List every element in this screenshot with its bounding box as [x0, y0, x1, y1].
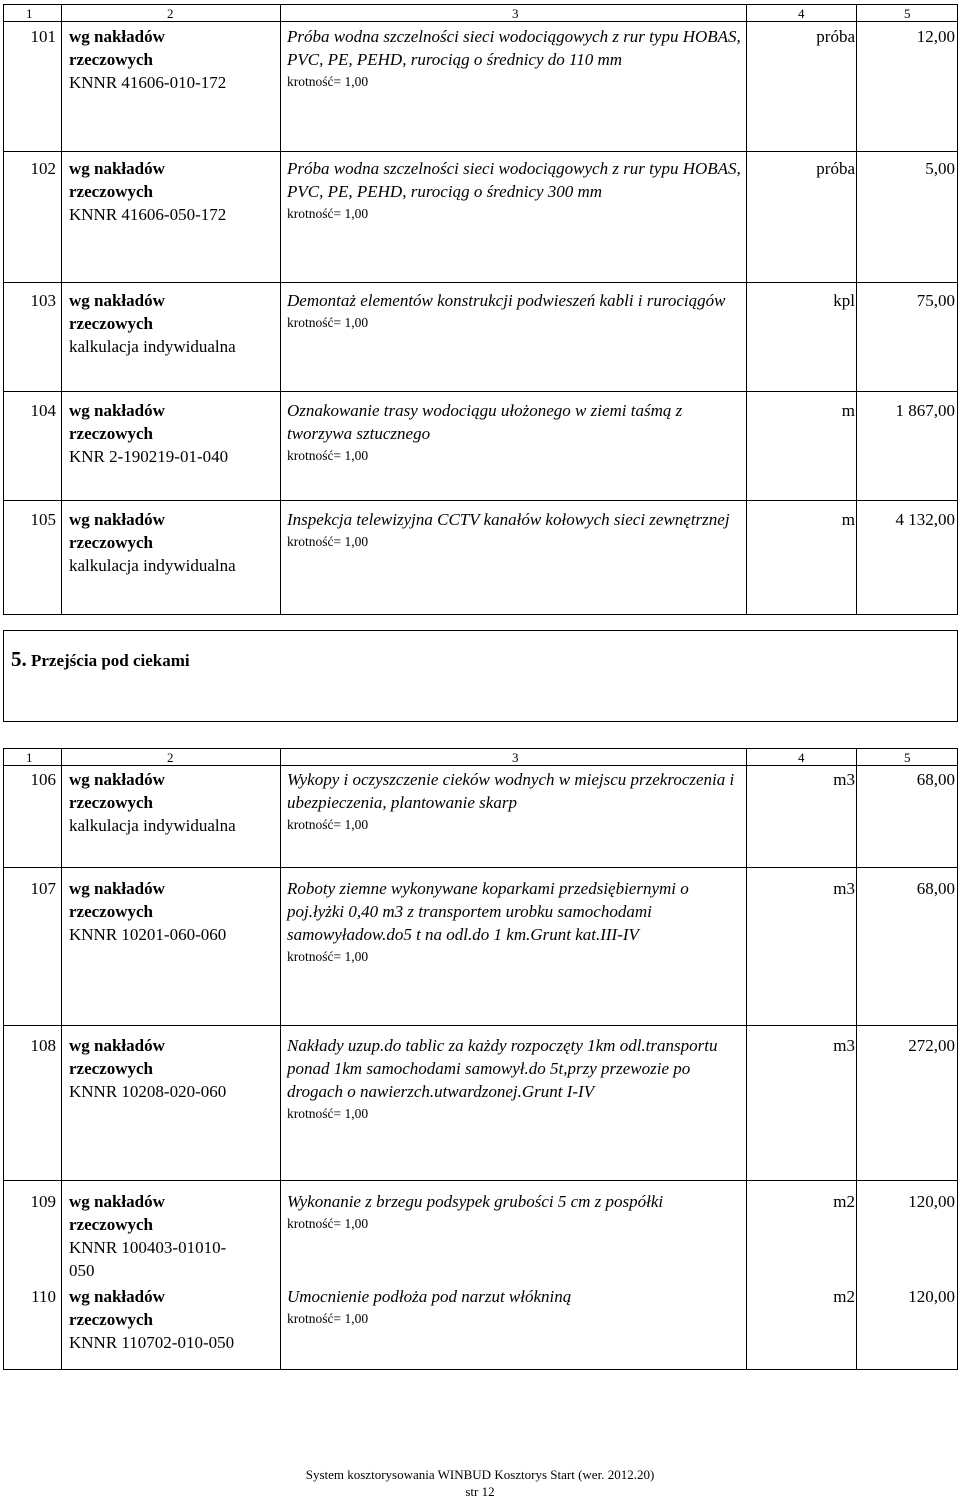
item-unit: próba: [816, 27, 855, 46]
description-text: Wykopy i oczyszczenie cieków wodnych w miejscu przekroczenia i ubezpieczenia, plantowanie skarp: [287, 770, 735, 812]
item-number: 103: [30, 291, 56, 310]
basis-label: rzeczowych: [69, 182, 154, 201]
item-number: 102: [30, 159, 56, 178]
cost-table-top: [3, 4, 958, 615]
column-header-3: 3: [512, 6, 519, 21]
table-row: [4, 768, 957, 858]
basis-code: KNNR 110702-010-050: [69, 1333, 235, 1352]
description-text: Próba wodna szczelności sieci wodociągowych z rur typu HOBAS, PVC, PE, PEHD, rurociąg o średnicy do 110 mm: [287, 27, 741, 69]
item-number: 110: [31, 1287, 56, 1306]
item-unit: m3: [833, 1036, 855, 1055]
multiplier-text: krotność= 1,00: [287, 1216, 369, 1231]
item-number: 101: [30, 27, 56, 46]
basis-label: rzeczowych: [69, 902, 154, 921]
basis-label: rzeczowych: [69, 424, 154, 443]
item-quantity: 4 132,00: [895, 510, 955, 529]
basis-code: KNNR 100403-01010-050: [69, 1238, 227, 1280]
basis-code: kalkulacja indywidualna: [69, 816, 236, 835]
item-unit: m2: [833, 1192, 855, 1211]
column-header-1: 1: [26, 750, 33, 765]
column-header-4: 4: [798, 6, 805, 21]
item-quantity: 12,00: [916, 27, 955, 46]
basis-label: wg nakładów: [69, 770, 165, 789]
item-number: 105: [30, 510, 56, 529]
item-basis: [69, 1190, 284, 1282]
cost-table-bottom: [3, 748, 958, 1370]
section-title: [11, 647, 190, 672]
table-row: [4, 508, 957, 598]
multiplier-text: krotność= 1,00: [287, 448, 369, 463]
item-quantity: 272,00: [908, 1036, 955, 1055]
multiplier-text: krotność= 1,00: [287, 949, 369, 964]
row-divider: [4, 21, 957, 22]
basis-code: KNNR 10208-020-060: [69, 1082, 227, 1101]
item-quantity: 75,00: [916, 291, 955, 310]
page-footer: [0, 1466, 960, 1500]
basis-label: rzeczowych: [69, 50, 154, 69]
item-quantity: 5,00: [925, 159, 955, 178]
item-number: 106: [30, 770, 56, 789]
row-divider: [4, 1025, 957, 1026]
description-text: Umocnienie podłoża pod narzut włókniną: [287, 1287, 572, 1306]
multiplier-text: krotność= 1,00: [287, 74, 369, 89]
basis-code: KNR 2-190219-01-040: [69, 447, 229, 466]
item-unit: próba: [816, 159, 855, 178]
table-row: [4, 1285, 957, 1365]
table-row: [4, 157, 957, 267]
column-header-5: 5: [904, 6, 911, 21]
basis-label: wg nakładów: [69, 510, 165, 529]
item-description: [287, 1034, 747, 1124]
item-description: [287, 877, 747, 967]
multiplier-text: krotność= 1,00: [287, 206, 369, 221]
table-row: [4, 1034, 957, 1164]
item-quantity: 68,00: [916, 879, 955, 898]
basis-code: KNNR 41606-010-172: [69, 73, 227, 92]
column-header-3: 3: [512, 750, 519, 765]
basis-label: wg nakładów: [69, 879, 165, 898]
item-description: [287, 1285, 747, 1329]
basis-label: rzeczowych: [69, 533, 154, 552]
item-basis: [69, 768, 284, 837]
item-basis: [69, 25, 284, 94]
multiplier-text: krotność= 1,00: [287, 1106, 369, 1121]
basis-label: rzeczowych: [69, 314, 154, 333]
row-divider: [4, 867, 957, 868]
section-name: Przejścia pod ciekami: [31, 651, 190, 670]
table-row: [4, 877, 957, 1007]
description-text: Inspekcja telewizyjna CCTV kanałów kołowych sieci zewnętrznej: [287, 510, 730, 529]
item-description: [287, 399, 747, 466]
item-quantity: 120,00: [908, 1192, 955, 1211]
column-header-2: 2: [167, 6, 174, 21]
description-text: Wykonanie z brzegu podsypek grubości 5 cm z pospółki: [287, 1192, 664, 1211]
basis-code: KNNR 10201-060-060: [69, 925, 227, 944]
table-row: [4, 1190, 957, 1285]
item-description: [287, 289, 747, 333]
basis-code: KNNR 41606-050-172: [69, 205, 227, 224]
basis-label: wg nakładów: [69, 401, 165, 420]
item-description: [287, 508, 747, 552]
description-text: Roboty ziemne wykonywane koparkami przedsiębiernymi o poj.łyżki 0,40 m3 z transportem urobku samochodami samowyładow.do5 t na odl.do 1 km.Grunt kat.III-IV: [287, 879, 689, 944]
table-row: [4, 399, 957, 489]
basis-code: kalkulacja indywidualna: [69, 337, 236, 356]
column-header-2: 2: [167, 750, 174, 765]
table-row: [4, 289, 957, 379]
item-number: 104: [30, 401, 56, 420]
item-basis: [69, 508, 284, 577]
multiplier-text: krotność= 1,00: [287, 817, 369, 832]
page-number: str 12: [465, 1484, 495, 1499]
basis-label: wg nakładów: [69, 1287, 165, 1306]
item-description: [287, 25, 747, 92]
row-divider: [4, 1180, 957, 1181]
column-header-4: 4: [798, 750, 805, 765]
item-unit: m3: [833, 879, 855, 898]
item-unit: m: [841, 401, 855, 420]
row-divider: [4, 151, 957, 152]
column-header-5: 5: [904, 750, 911, 765]
item-number: 108: [30, 1036, 56, 1055]
item-quantity: 1 867,00: [895, 401, 955, 420]
basis-label: wg nakładów: [69, 159, 165, 178]
basis-label: rzeczowych: [69, 793, 154, 812]
column-header-row: [4, 749, 957, 765]
item-unit: m3: [833, 770, 855, 789]
basis-code: kalkulacja indywidualna: [69, 556, 236, 575]
section-number: 5.: [11, 647, 27, 671]
item-quantity: 68,00: [916, 770, 955, 789]
row-divider: [4, 500, 957, 501]
basis-label: wg nakładów: [69, 1192, 165, 1211]
column-header-1: 1: [26, 6, 33, 21]
item-basis: [69, 877, 284, 946]
item-unit: kpl: [833, 291, 855, 310]
item-basis: [69, 399, 284, 468]
item-basis: [69, 157, 284, 226]
multiplier-text: krotność= 1,00: [287, 1311, 369, 1326]
description-text: Oznakowanie trasy wodociągu ułożonego w ziemi taśmą z tworzywa sztucznego: [287, 401, 683, 443]
section-header: [3, 630, 958, 722]
item-description: [287, 1190, 747, 1234]
table-row: [4, 25, 957, 140]
multiplier-text: krotność= 1,00: [287, 315, 369, 330]
item-number: 109: [30, 1192, 56, 1211]
column-header-row: [4, 5, 957, 21]
item-unit: m: [841, 510, 855, 529]
row-divider: [4, 391, 957, 392]
item-unit: m2: [833, 1287, 855, 1306]
item-description: [287, 157, 747, 224]
basis-label: wg nakładów: [69, 27, 165, 46]
item-basis: [69, 1034, 284, 1103]
footer-software: System kosztorysowania WINBUD Kosztorys Start (wer. 2012.20): [305, 1467, 655, 1482]
item-basis: [69, 1285, 284, 1354]
description-text: Próba wodna szczelności sieci wodociągowych z rur typu HOBAS, PVC, PE, PEHD, rurociąg o średnicy 300 mm: [287, 159, 741, 201]
basis-label: rzeczowych: [69, 1059, 154, 1078]
description-text: Nakłady uzup.do tablic za każdy rozpoczęty 1km odl.transportu ponad 1km samochodami samowył.do 5t,przy przewozie po drogach o nawierzch.utwardzonej.Grunt I-IV: [287, 1036, 718, 1101]
item-basis: [69, 289, 284, 358]
description-text: Demontaż elementów konstrukcji podwieszeń kabli i rurociągów: [287, 291, 726, 310]
basis-label: rzeczowych: [69, 1310, 154, 1329]
item-quantity: 120,00: [908, 1287, 955, 1306]
row-divider: [4, 765, 957, 766]
row-divider: [4, 282, 957, 283]
item-description: [287, 768, 747, 835]
item-number: 107: [30, 879, 56, 898]
basis-label: wg nakładów: [69, 1036, 165, 1055]
multiplier-text: krotność= 1,00: [287, 534, 369, 549]
basis-label: wg nakładów: [69, 291, 165, 310]
basis-label: rzeczowych: [69, 1215, 154, 1234]
